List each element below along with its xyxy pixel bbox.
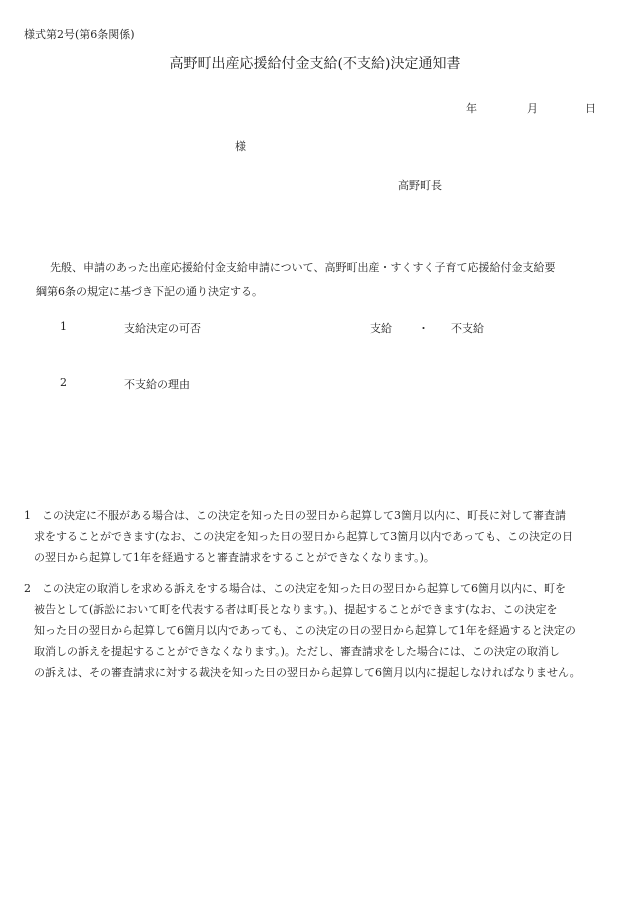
- note-line: 被告として(訴訟において町を代表する者は町長となります。)、提起することができます(なお、この決定を: [34, 603, 558, 616]
- body-line: 先般、申請のあった出産応援給付金支給申請について、高野町出産・すくすく子育て応援給付金支給要: [50, 261, 556, 274]
- date-year-label: 年: [466, 102, 477, 115]
- note-line: の翌日から起算して1年を経過すると審査請求をすることができなくなります。)。: [34, 551, 435, 564]
- form-number: 様式第2号(第6条関係): [24, 28, 135, 41]
- document-title: 高野町出産応援給付金支給(不支給)決定通知書: [169, 56, 461, 72]
- appeal-note-1: [24, 505, 614, 568]
- item-number: 1: [60, 320, 67, 333]
- item-label-reason: 不支給の理由: [124, 378, 190, 391]
- note-line: 取消しの訴えを提起することができなくなります。)。ただし、審査請求をした場合には、この決定の取消し: [34, 645, 560, 658]
- item-number: 2: [60, 376, 67, 389]
- date-day-label: 日: [585, 102, 596, 115]
- issuer-name: 高野町長: [398, 179, 442, 192]
- body-line: 綱第6条の規定に基づき下記の通り決定する。: [36, 285, 263, 298]
- note-line: の訴えは、その審査請求に対する裁決を知った日の翌日から起算して6箇月以内に提起しなければなりません。: [34, 666, 581, 679]
- option-approve: 支給: [370, 322, 392, 335]
- recipient-honorific: 様: [235, 140, 246, 153]
- option-deny: 不支給: [451, 322, 484, 335]
- note-line: 求をすることができます(なお、この決定を知った日の翌日から起算して3箇月以内であっても、この決定の日: [34, 530, 574, 543]
- appeal-note-2: [24, 578, 614, 683]
- item-label-decision: 支給決定の可否: [124, 322, 201, 335]
- note-number: 2: [24, 582, 31, 595]
- date-month-label: 月: [527, 102, 538, 115]
- note-line: この決定に不服がある場合は、この決定を知った日の翌日から起算して3箇月以内に、町長に対して審査請: [42, 509, 566, 522]
- option-separator: ・: [418, 322, 429, 335]
- note-line: 知った日の翌日から起算して6箇月以内であっても、この決定の日の翌日から起算して1年を経過すると決定の: [34, 624, 576, 637]
- notification-body: [36, 256, 596, 304]
- note-line: この決定の取消しを求める訴えをする場合は、この決定を知った日の翌日から起算して6箇月以内に、町を: [42, 582, 566, 595]
- note-number: 1: [24, 509, 31, 522]
